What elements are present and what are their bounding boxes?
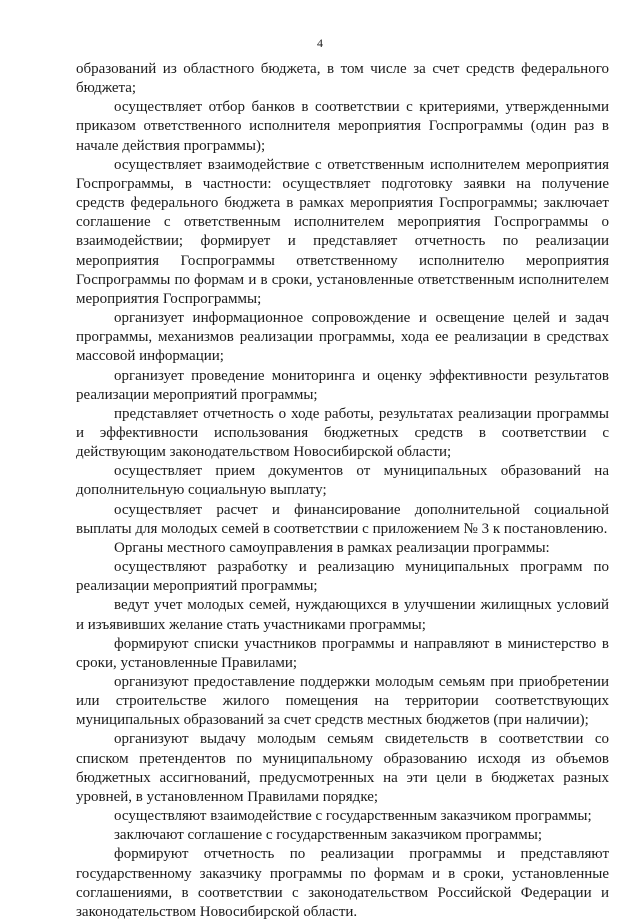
paragraph: Органы местного самоуправления в рамках реализации программы: (114, 539, 550, 556)
paragraph: организуют предоставление поддержки молодым семьям при приобретении или строительстве жилого помещения на территории соответствующих муниципальных образований за счет средств местных бюджетов (при наличии); (76, 674, 609, 729)
document-body (76, 60, 609, 922)
paragraph: организуют выдачу молодым семьям свидетельств в соответствии со списком претендентов по муниципальному образованию исходя из объемов бюджетных ассигнований, предусмотренных на эти цели в бюджетах разных уровней, в установленном Правилами порядке; (76, 731, 609, 805)
paragraph: заключают соглашение с государственным заказчиком программы; (114, 827, 543, 844)
paragraph: образований из областного бюджета, в том числе за счет средств федерального бюджета; (76, 61, 609, 97)
paragraph: осуществляют взаимодействие с государственным заказчиком программы; (114, 808, 592, 825)
paragraph: представляет отчетность о ходе работы, результатах реализации программы и эффективности использования бюджетных средств в соответствии с действующим законодательством Новосибирской области; (76, 405, 609, 461)
paragraph: организует информационное сопровождение и освещение целей и задач программы, механизмов реализации программы, хода ее реализации в средствах массовой информации; (76, 310, 609, 365)
paragraph: формируют отчетность по реализации программы и представляют государственному заказчику программы по формам и в сроки, установленные соглашениями, в соответствии с законодательством Российской Федерации и законодательством Новосибирской области. (76, 846, 609, 920)
paragraph: организует проведение мониторинга и оценку эффективности результатов реализации мероприятий программы; (76, 367, 609, 403)
paragraph: осуществляет расчет и финансирование дополнительной социальной выплаты для молодых семей в соответствии с приложением № 3 к постановлению. (76, 501, 609, 537)
paragraph: ведут учет молодых семей, нуждающихся в улучшении жилищных условий и изъявивших желание стать участниками программы; (76, 597, 609, 633)
page-number: 4 (317, 36, 323, 50)
paragraph: формируют списки участников программы и направляют в министерство в сроки, установленные Правилами; (76, 635, 609, 671)
paragraph: осуществляет прием документов от муниципальных образований на дополнительную социальную выплату; (76, 463, 609, 499)
paragraph: осуществляют разработку и реализацию муниципальных программ по реализации мероприятий программы; (76, 559, 609, 595)
paragraph: осуществляет отбор банков в соответствии с критериями, утвержденными приказом ответственного исполнителя мероприятия Госпрограммы (один раз в начале действия программы); (76, 99, 609, 154)
paragraph: осуществляет взаимодействие с ответственным исполнителем мероприятия Госпрограммы, в частности: осуществляет подготовку заявки на получение средств федерального бюджета в рамках мероприятия Госпрограммы; заключает соглашение с ответственным исполнителем мероприятия Госпрограммы о взаимодействии; формирует и представляет отчетность по реализации мероприятия Госпрограммы ответственному исполнителю мероприятия Госпрограммы по формам и в сроки, установленные ответственным исполнителем мероприятия Госпрограммы; (76, 156, 609, 307)
